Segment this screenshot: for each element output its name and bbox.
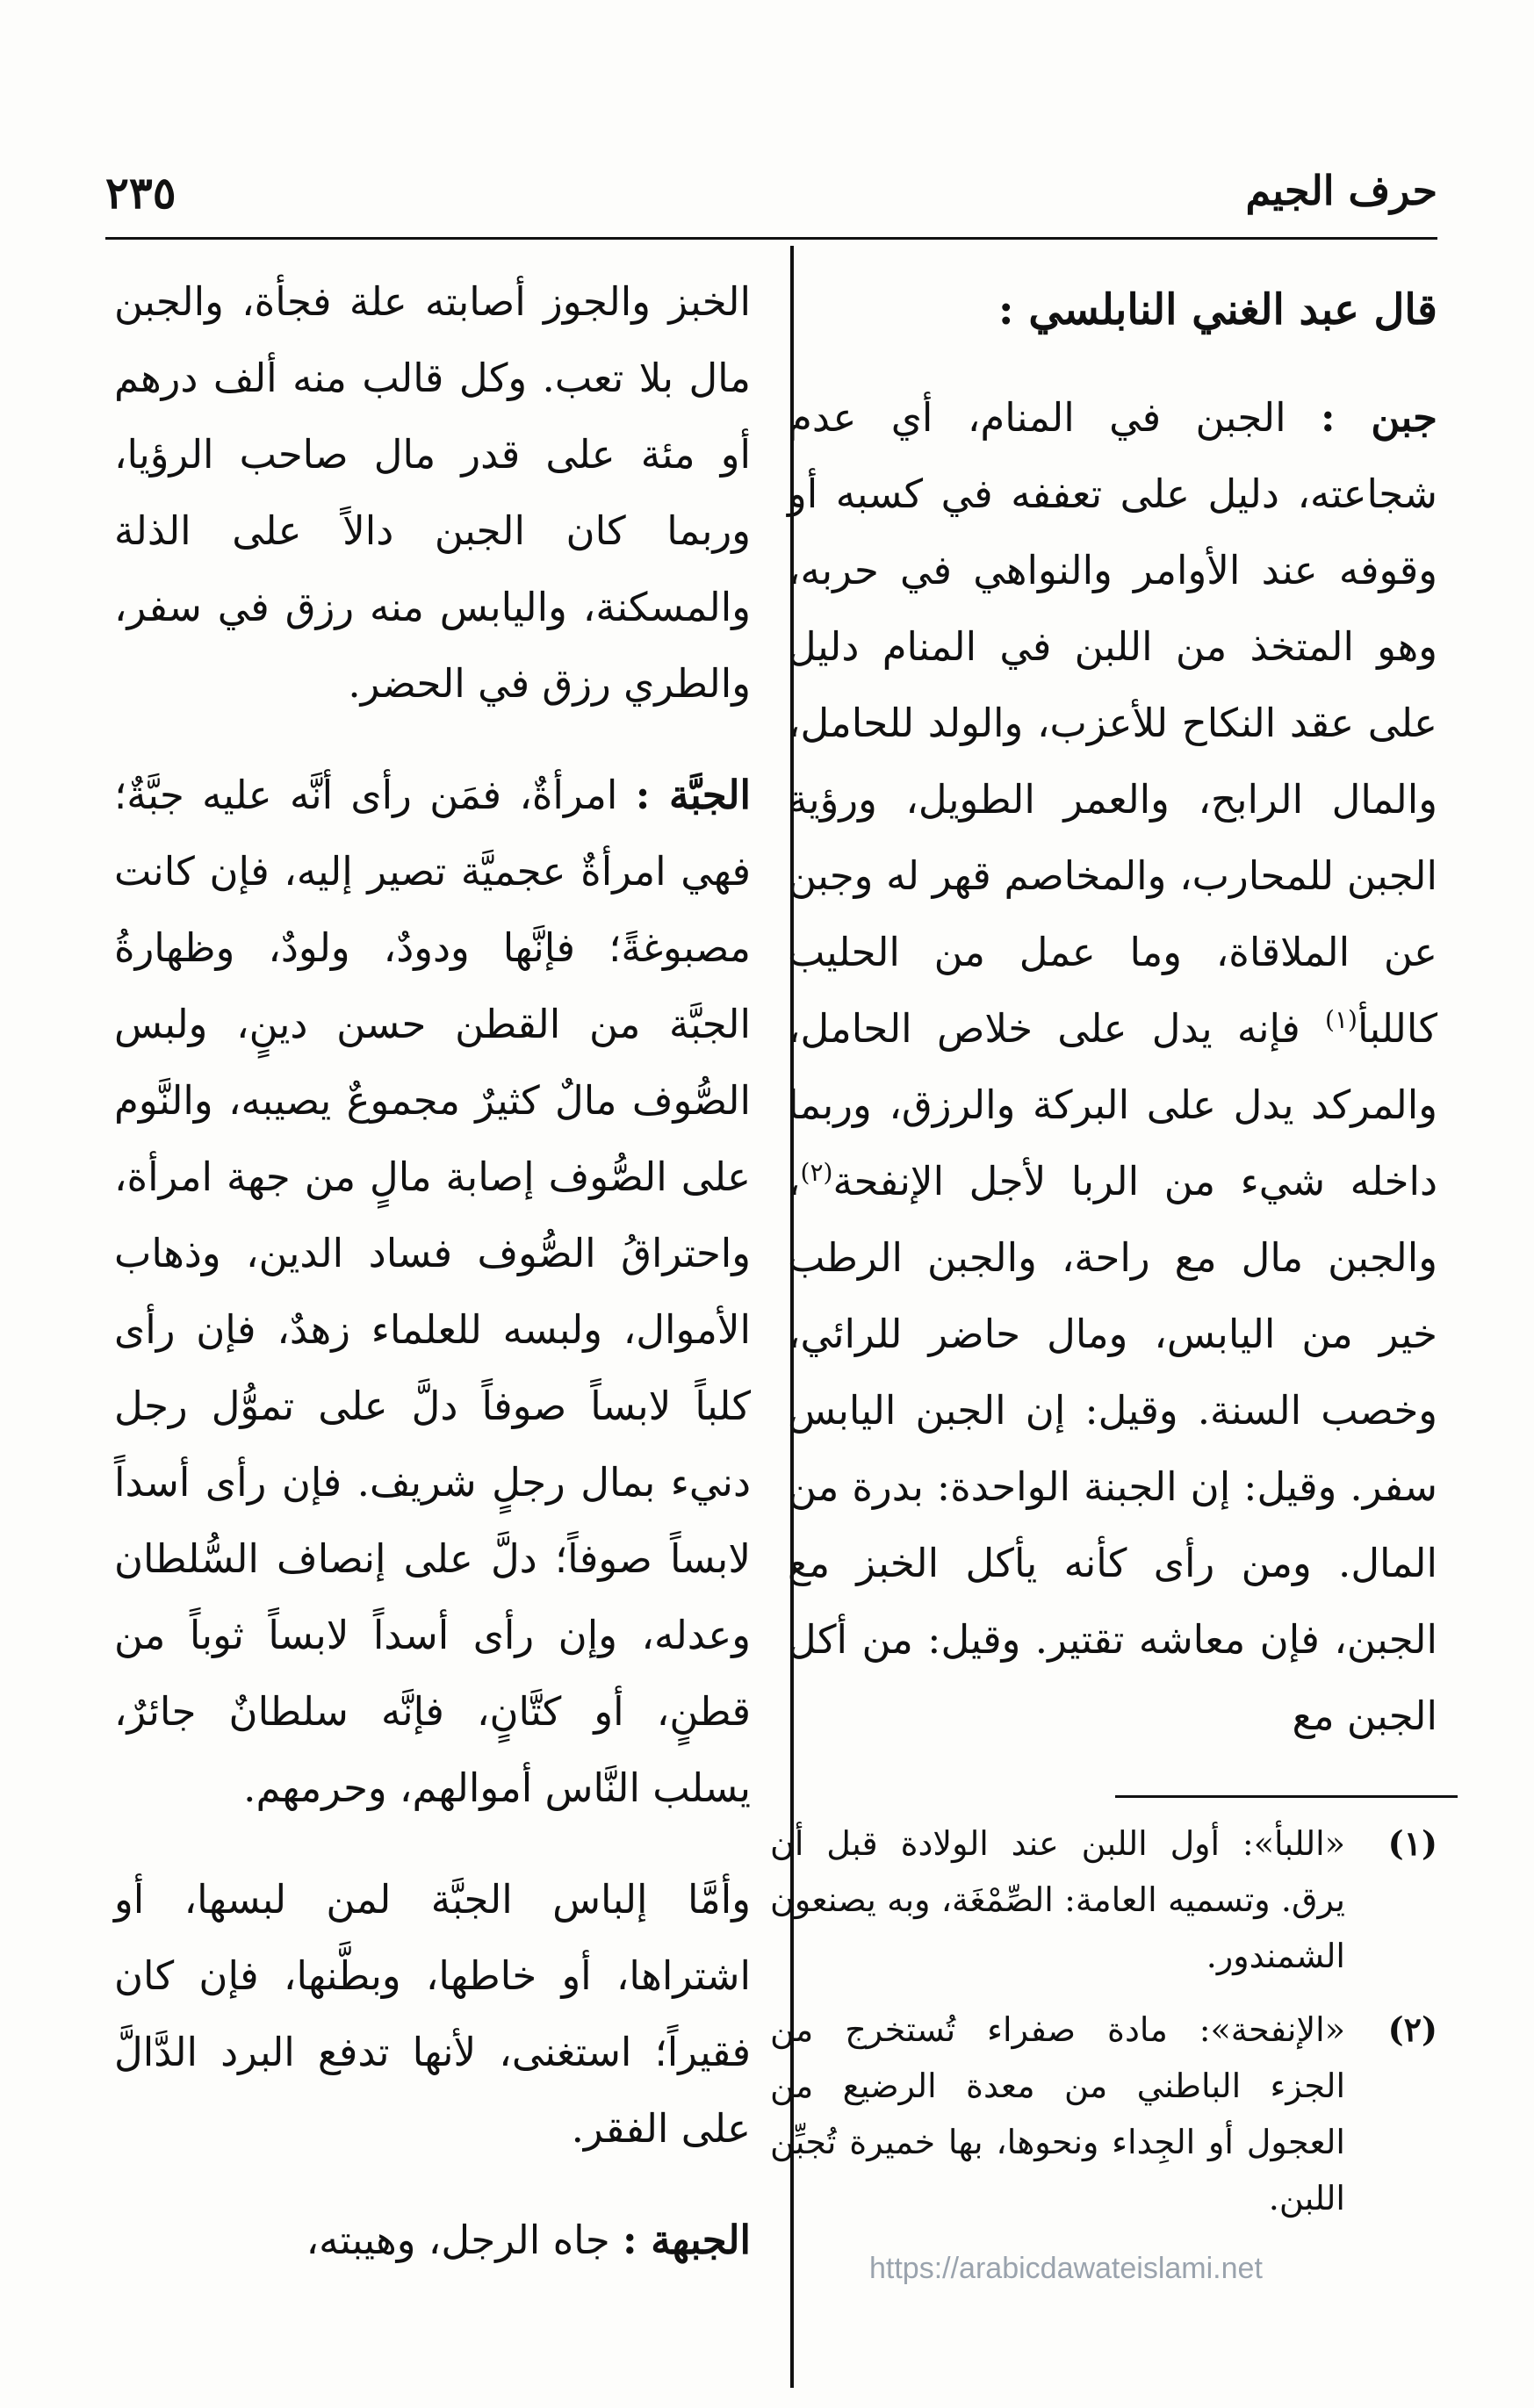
entry-term: جبن : xyxy=(1320,394,1437,441)
footnote-1 xyxy=(770,1815,1437,1984)
footnote-number: (١) xyxy=(1387,1823,1437,1863)
left-column xyxy=(114,263,751,2278)
right-column xyxy=(788,272,1437,1754)
page-number: ٢٣٥ xyxy=(105,167,176,219)
section-heading: قال عبد الغني النابلسي : xyxy=(997,285,1437,334)
entry-term: الجبَّة : xyxy=(635,772,751,818)
footnotes xyxy=(770,1815,1437,2244)
paragraph-ilbas: وأمَّا إلباس الجبَّة لمن لبسها، أو اشتراها، أو خاطها، وبطَّنها، فإن كان فقيراً؛ استغنى، لأنها تدفع البرد الدَّالَّ على الفقر. xyxy=(114,1876,751,2152)
paragraph-jubn xyxy=(788,379,1437,1754)
footnote-text: «الإنفحة»: مادة صفراء تُستخرج من الجزء الباطني من معدة الرضيع من العجول أو الجِداء ونحوها، بها خميرة تُجبِّن اللبن. xyxy=(770,2010,1345,2218)
watermark-url: https://arabicdawateislami.net xyxy=(869,2252,1263,2285)
paragraph-jubn-continued: الخبز والجوز أصابته علة فجأة، والجبن مال بلا تعب. وكل قالب منه ألف درهم أو مئة على قدر مال صاحب الرؤيا، وربما كان الجبن دالاً على الذلة والمسكنة، واليابس منه رزق في سفر، والطري رزق في الحضر. xyxy=(114,278,751,707)
footnote-separator xyxy=(1115,1795,1458,1798)
paragraph-text: ، والجبن مال مع راحة، والجبن الرطب خير من اليابس، ومال حاضر للرائي، وخصب السنة. وقيل: إن الجبن اليابس سفر. وقيل: إن الجبنة الواحدة: بدرة من المال. ومن رأى كأنه يأكل الخبز مع الجبن، فإن معاشه تقتير. وقيل: من أكل الجبن مع xyxy=(788,1158,1437,1739)
paragraph-text: امرأةٌ، فمَن رأى أنَّه عليه جبَّةٌ؛ فهي امرأةٌ عجميَّة تصير إليه، فإن كانت مصبوغةً؛ فإنَّها ودودٌ، ولودٌ، وظهارةُ الجبَّة من القطن حسن دينٍ، ولبس الصُّوف مالٌ كثيرٌ مجموعٌ يصيبه، والنَّوم على الصُّوف إصابة مالٍ من جهة امرأة، واحتراقُ الصُّوف فساد الدين، وذهاب الأموال، ولبسه للعلماء زهدٌ، فإن رأى كلباً لابساً صوفاً دلَّ على تموُّل رجل دنيء بمال رجلٍ شريف. فإن رأى أسداً لابساً صوفاً؛ دلَّ على إنصاف السُّلطان وعدله، وإن رأى أسداً لابساً ثوباً من قطنٍ، أو كتَّانٍ، فإنَّه سلطانٌ جائرٌ، يسلب النَّاس أموالهم، وحرمهم. xyxy=(114,772,751,1811)
paragraph-jabha xyxy=(114,2202,751,2278)
footnote-ref-1[interactable]: (١) xyxy=(1325,1005,1358,1034)
paragraph-text: فإنه يدل على خلاص الحامل، والمركد يدل على البركة والرزق، وربما داخله شيء من الربا لأجل الإنفحة xyxy=(788,1005,1437,1204)
chapter-title: حرف الجيم xyxy=(1245,167,1437,214)
footnote-text: «اللبأ»: أول اللبن عند الولادة قبل أن يرق. وتسميه العامة: الصِّمْغَة، وبه يصنعون الشمندور. xyxy=(770,1824,1345,1975)
paragraph-text: الجبن في المنام، أي عدم شجاعته، دليل على تعففه في كسبه أو وقوفه عند الأوامر والنواهي في حربه، وهو المتخذ من اللبن في المنام دليل على عقد النكاح للأعزب، والولد للحامل، والمال الرابح، والعمر الطويل، ورؤية الجبن للمحارب، والمخاصم قهر له وجبن عن الملاقاة، وما عمل من الحليب كاللبأ xyxy=(788,394,1437,1052)
footnote-2 xyxy=(770,2002,1437,2226)
entry-term: الجبهة : xyxy=(623,2217,751,2263)
paragraph-text: جاه الرجل، وهيبته، xyxy=(306,2217,623,2263)
footnote-ref-2[interactable]: (٢) xyxy=(800,1158,833,1187)
footnote-number: (٢) xyxy=(1387,2009,1437,2049)
page-header xyxy=(105,149,1437,240)
paragraph-jubba xyxy=(114,757,751,1826)
